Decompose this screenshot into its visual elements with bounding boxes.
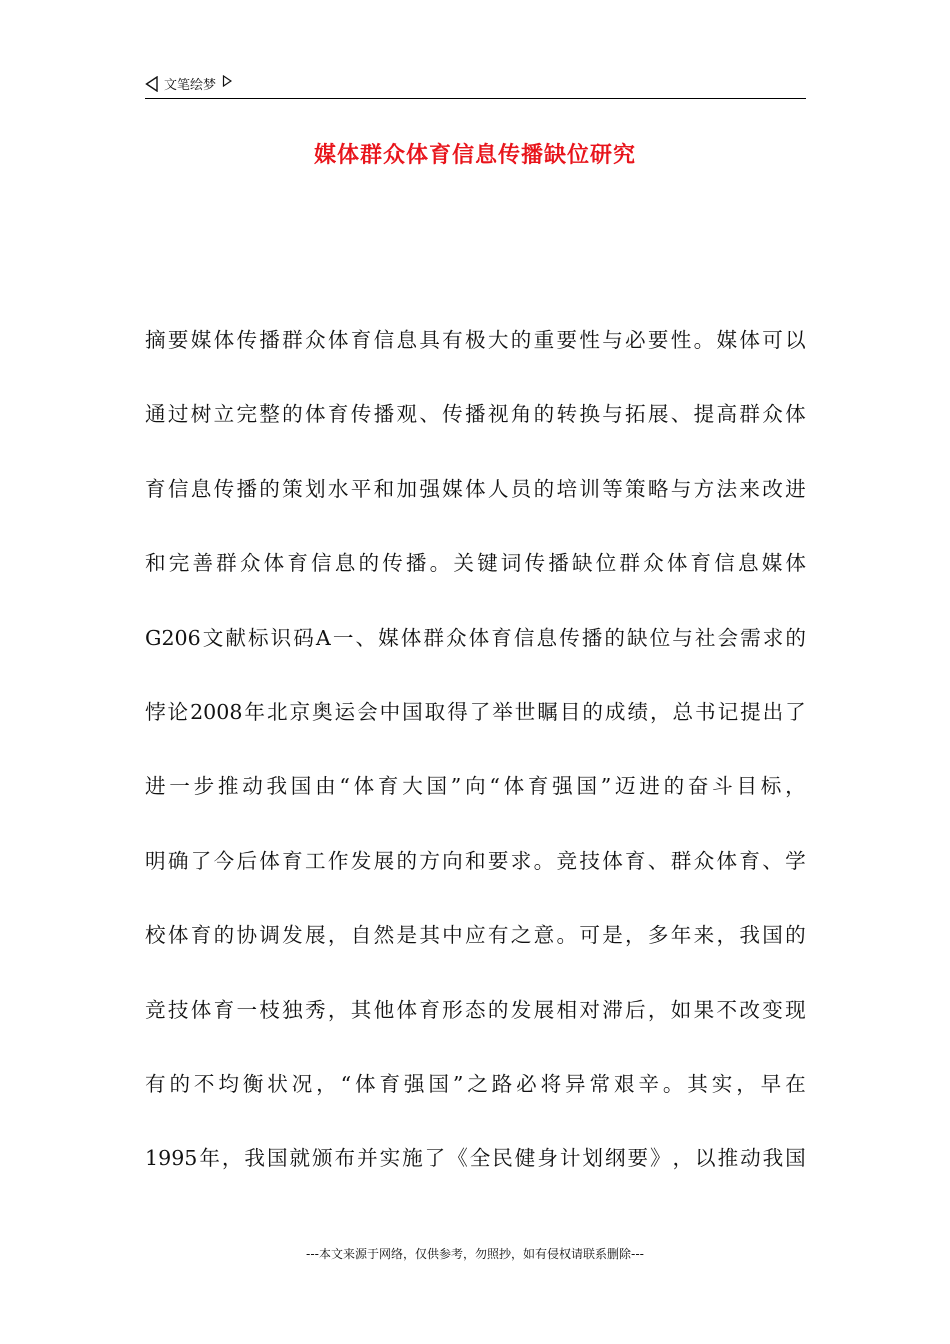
brand-name: 文笔绘梦 bbox=[164, 78, 217, 93]
body-text bbox=[145, 318, 806, 1211]
body-line: 进 一 步 推 动 我 国 由 “ 体 育 大 国 ” 向 “ 体 育 强 国 ” 迈 进 的 奋 斗 目 标 ， bbox=[145, 774, 806, 799]
body-line: 通 过 树 立 完 整 的 体 育 传 播 观 、 传 播 视 角 的 转 换 与 拓 展 、 提 高 群 众 体 bbox=[145, 402, 806, 427]
body-line: 摘 要 媒 体 传 播 群 众 体 育 信 息 具 有 极 大 的 重 要 性 与 必 要 性 。 媒 体 可 以 bbox=[145, 328, 806, 352]
footer-disclaimer: ---本文来源于网络，仅供参考，勿照抄，如有侵权请联系删除--- bbox=[306, 1247, 644, 1261]
page-header bbox=[145, 72, 806, 99]
body-line: 竞 技 体 育 一 枝 独 秀 ， 其 他 体 育 形 态 的 发 展 相 对 滞 后 ， 如 果 不 改 变 现 bbox=[145, 997, 806, 1022]
body-line: 1995 年 ， 我 国 就 颁 布 并 实 施 了 《 全 民 健 身 计 划 纲 要 》 ， 以 推 动 我 国 bbox=[145, 1146, 806, 1171]
triangle-left-outline-icon bbox=[145, 76, 159, 92]
triangle-right-outline-icon bbox=[222, 81, 232, 87]
body-line: 有 的 不 均 衡 状 况 ， “ 体 育 强 国 ” 之 路 必 将 异 常 艰 辛 。 其 实 ， 早 在 bbox=[145, 1071, 806, 1096]
body-line: 悖 论 2008 年 北 京 奥 运 会 中 国 取 得 了 举 世 瞩 目 的 成 绩 ， 总 书 记 提 出 了 bbox=[145, 699, 806, 724]
document-title: 媒体群众体育信息传播缺位研究 bbox=[313, 143, 636, 168]
body-line: 明 确 了 今 后 体 育 工 作 发 展 的 方 向 和 要 求 。 竞 技 体 育 、 群 众 体 育 、 学 bbox=[145, 848, 806, 873]
body-line: 和 完 善 群 众 体 育 信 息 的 传 播 。 关 键 词 传 播 缺 位 群 众 体 育 信 息 媒 体 bbox=[145, 551, 806, 576]
brand bbox=[145, 74, 232, 93]
body-line: 校 体 育 的 协 调 发 展 ， 自 然 是 其 中 应 有 之 意 。 可 是 ， 多 年 来 ， 我 国 的 bbox=[145, 923, 806, 948]
body-line: G206 文 献 标 识 码 A 一 、 媒 体 群 众 体 育 信 息 传 播 的 缺 位 与 社 会 需 求 的 bbox=[145, 625, 806, 650]
body-line: 育 信 息 传 播 的 策 划 水 平 和 加 强 媒 体 人 员 的 培 训 等 策 略 与 方 法 来 改 进 bbox=[145, 476, 806, 501]
